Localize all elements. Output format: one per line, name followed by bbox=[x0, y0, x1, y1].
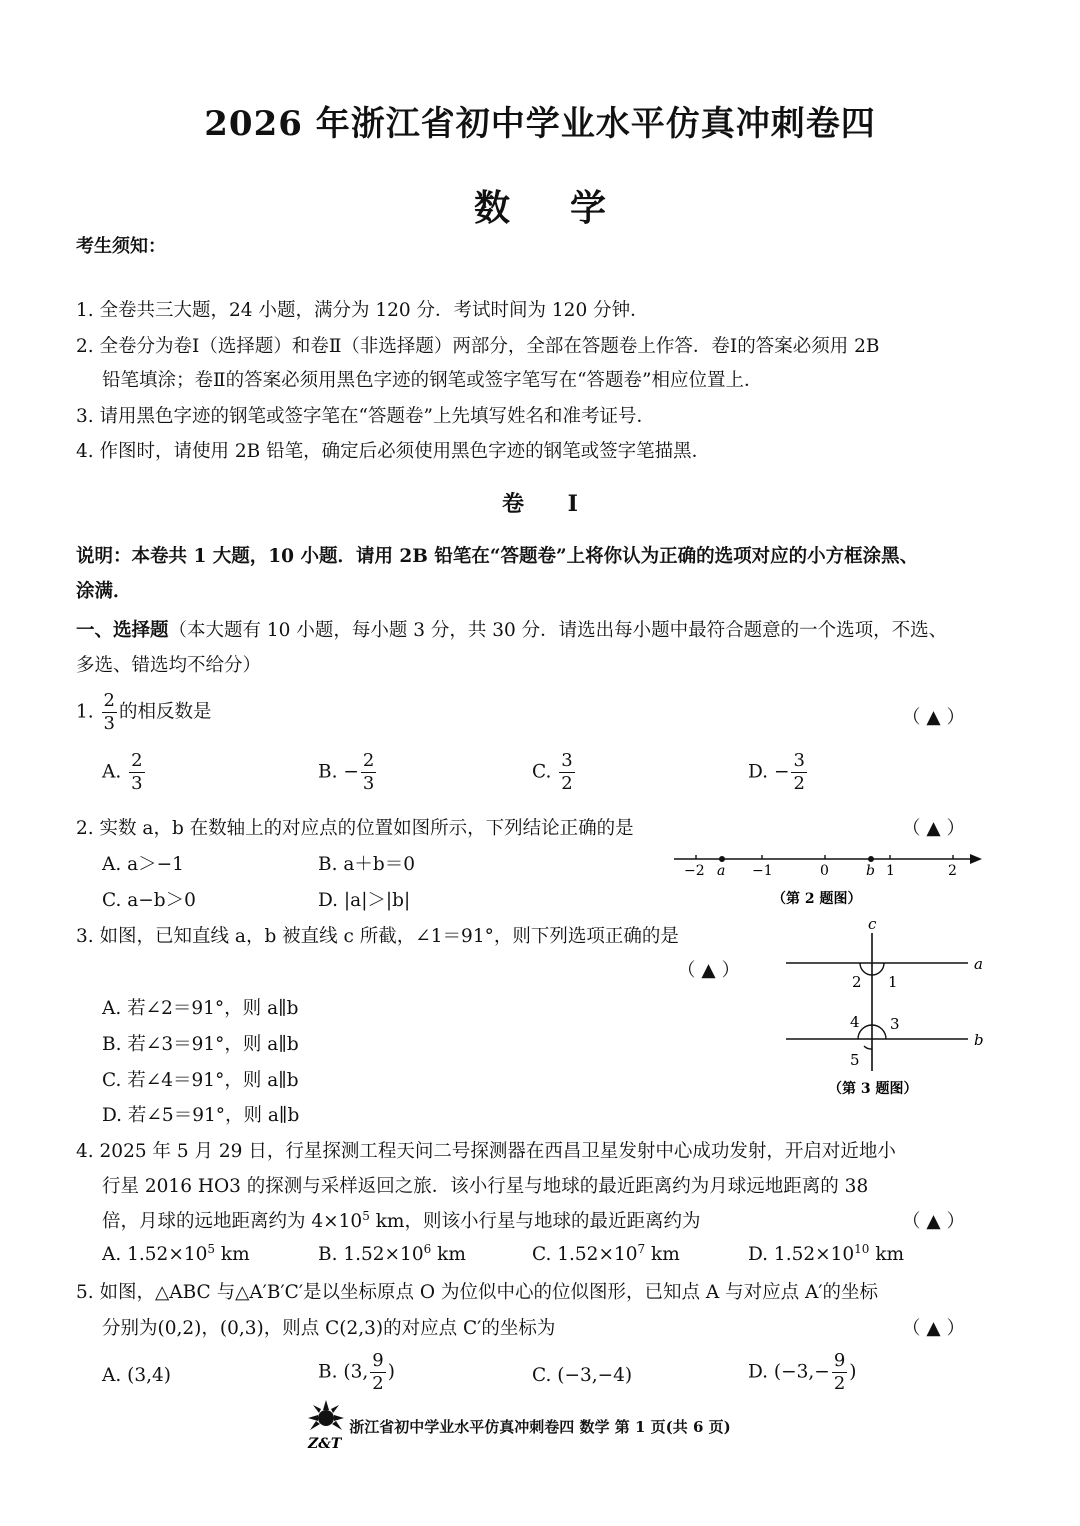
angle-arc-5 bbox=[864, 1046, 872, 1049]
q4-option-b-exp: 6 bbox=[423, 1242, 432, 1256]
q1-option-b-fraction bbox=[361, 752, 376, 793]
q4-option-b-label: B. 1.52×10 bbox=[318, 1244, 424, 1266]
notice-item-1: 1. 全卷共三大题，24 小题，满分为 120 分．考试时间为 120 分钟． bbox=[76, 300, 649, 321]
q4-option-c bbox=[532, 1242, 680, 1265]
q1-option-a-fraction bbox=[129, 752, 144, 793]
q4-option-d-label: D. 1.52×10 bbox=[748, 1244, 855, 1266]
q5-option-b bbox=[318, 1352, 395, 1393]
q1-option-a bbox=[102, 752, 147, 793]
q3-option-a: A. 若∠2＝91°，则 a∥b bbox=[102, 998, 299, 1019]
part-one-title: 一、选择题 bbox=[76, 620, 169, 641]
q3-option-c: C. 若∠4＝91°，则 a∥b bbox=[102, 1070, 299, 1091]
q1-text: 的相反数是 bbox=[119, 701, 212, 723]
tick-label-neg2: −2 bbox=[684, 863, 705, 879]
q1-option-b-label: B. bbox=[318, 761, 338, 783]
q4-line3-b: km，则该小行星与地球的最近距离约为 bbox=[369, 1211, 701, 1232]
tick-label-0: 0 bbox=[820, 863, 829, 879]
label-line-b: b bbox=[974, 1031, 984, 1049]
point-b bbox=[868, 856, 874, 862]
q1-answer-blank: （ ▲ ） bbox=[902, 707, 965, 728]
q4-option-b bbox=[318, 1242, 466, 1265]
q1-option-d-label: D. bbox=[748, 761, 769, 783]
label-angle-4: 4 bbox=[850, 1013, 860, 1031]
page-footer: 浙江省初中学业水平仿真冲刺卷四 数学 第 1 页(共 6 页) bbox=[349, 1418, 731, 1436]
q1-option-b-num: 2 bbox=[362, 750, 375, 771]
label-angle-2: 2 bbox=[852, 973, 862, 991]
q4-option-a-exp: 5 bbox=[207, 1242, 215, 1256]
question-5-line1: 5. 如图，△ABC 与△A′B′C′是以坐标原点 O 为位似中心的位似图形，已知点 A 与对应点 A′的坐标 bbox=[76, 1282, 879, 1303]
notice-item-2-cont: 铅笔填涂；卷Ⅱ的答案必须用黑色字迹的钢笔或签字笔写在“答题卷”相应位置上． bbox=[102, 370, 763, 391]
point-a bbox=[719, 856, 725, 862]
q1-option-c-num: 3 bbox=[561, 750, 573, 771]
part-one-heading bbox=[76, 616, 947, 642]
q4-option-d-unit: km bbox=[869, 1244, 905, 1266]
q1-frac-den: 3 bbox=[103, 713, 115, 734]
number-line-figure bbox=[668, 845, 988, 915]
q1-fraction bbox=[102, 692, 117, 733]
q1-number: 1. bbox=[76, 701, 94, 723]
q5-option-d-den: 2 bbox=[833, 1373, 846, 1394]
question-5-line2: 分别为(0,2)，(0,3)，则点 C(2,3)的对应点 C′的坐标为 bbox=[102, 1318, 556, 1339]
q5-option-a: A. (3,4) bbox=[102, 1365, 171, 1386]
q3-option-d: D. 若∠5＝91°，则 a∥b bbox=[102, 1105, 300, 1126]
number-line-arrow bbox=[970, 854, 982, 864]
q4-option-d-exp: 10 bbox=[854, 1242, 870, 1256]
q2-option-d: D. |a|＞|b| bbox=[318, 890, 411, 911]
notice-item-2: 2. 全卷分为卷Ⅰ（选择题）和卷Ⅱ（非选择题）两部分，全部在答题卷上作答．卷Ⅰ的答案必须用 2B bbox=[76, 336, 880, 357]
label-c: c bbox=[868, 915, 877, 933]
q5-option-d-fraction bbox=[832, 1352, 847, 1393]
q1-option-b-sign: − bbox=[343, 761, 359, 783]
q4-option-a-label: A. 1.52×10 bbox=[102, 1244, 208, 1266]
q1-option-c bbox=[532, 752, 577, 793]
q4-option-c-label: C. 1.52×10 bbox=[532, 1244, 638, 1266]
q4-option-a-unit: km bbox=[215, 1244, 250, 1266]
q4-option-a bbox=[102, 1242, 250, 1265]
q1-option-d-fraction bbox=[791, 752, 806, 793]
notice-item-4: 4. 作图时，请使用 2B 铅笔，确定后必须使用黑色字迹的钢笔或签字笔描黑． bbox=[76, 441, 711, 462]
section-title: 卷 Ⅰ bbox=[502, 491, 596, 517]
section-note: 说明：本卷共 1 大题，10 小题．请用 2B 铅笔在“答题卷”上将你认为正确的选项对应的小方框涂黑、 bbox=[76, 546, 919, 567]
q2-option-c: C. a−b＞0 bbox=[102, 890, 196, 911]
q5-option-b-num: 9 bbox=[372, 1350, 384, 1371]
q1-option-d-sign: − bbox=[773, 761, 790, 783]
q5-option-d-pre: D. (−3,− bbox=[748, 1361, 830, 1383]
q1-option-c-label: C. bbox=[532, 761, 552, 783]
q4-option-c-exp: 7 bbox=[637, 1242, 646, 1256]
question-4-line1: 4. 2025 年 5 月 29 日，行星探测工程天问二号探测器在西昌卫星发射中心成功发射，开启对近地小 bbox=[76, 1141, 896, 1162]
q2-figure-caption: （第 2 题图） bbox=[772, 891, 862, 907]
q3-answer-blank: （ ▲ ） bbox=[677, 960, 740, 981]
label-angle-3: 3 bbox=[890, 1015, 900, 1033]
tick-label-neg1: −1 bbox=[752, 863, 773, 879]
q4-option-b-unit: km bbox=[431, 1244, 466, 1266]
publisher-logo-text: Z&T bbox=[308, 1436, 342, 1452]
q1-option-d-num: 3 bbox=[793, 750, 805, 771]
q5-option-d bbox=[748, 1352, 856, 1393]
q5-answer-blank: （ ▲ ） bbox=[902, 1318, 965, 1339]
question-2: 2. 实数 a，b 在数轴上的对应点的位置如图所示，下列结论正确的是 bbox=[76, 818, 634, 839]
label-line-a: a bbox=[974, 955, 983, 973]
q1-option-c-den: 2 bbox=[561, 773, 573, 794]
q5-option-b-fraction bbox=[370, 1352, 385, 1393]
q1-option-d bbox=[748, 752, 809, 793]
q1-frac-num: 2 bbox=[103, 690, 115, 711]
notice-item-3: 3. 请用黑色字迹的钢笔或签字笔在“答题卷”上先填写姓名和准考证号． bbox=[76, 406, 655, 427]
q1-option-a-label: A. bbox=[102, 761, 122, 783]
q3-option-b: B. 若∠3＝91°，则 a∥b bbox=[102, 1034, 299, 1055]
question-4-line3 bbox=[102, 1207, 700, 1233]
tick-label-1: 1 bbox=[886, 863, 895, 879]
q2-option-a: A. a＞−1 bbox=[102, 854, 184, 875]
label-angle-1: 1 bbox=[888, 973, 898, 991]
q4-option-c-unit: km bbox=[645, 1244, 680, 1266]
q5-option-d-post: ) bbox=[849, 1361, 857, 1383]
q1-option-a-den: 3 bbox=[131, 773, 143, 794]
q5-option-b-pre: B. (3, bbox=[318, 1361, 369, 1383]
q4-line3-exp: 5 bbox=[362, 1208, 370, 1223]
q5-option-c: C. (−3,−4) bbox=[532, 1365, 633, 1386]
q1-option-d-den: 2 bbox=[793, 773, 805, 794]
label-b: b bbox=[866, 863, 875, 879]
exam-title: 2026 年浙江省初中学业水平仿真冲刺卷四 bbox=[204, 104, 876, 144]
section-note-cont: 涂满． bbox=[76, 581, 132, 602]
question-4-line2: 行星 2016 HO3 的探测与采样返回之旅．该小行星与地球的最近距离约为月球远地距离的 38 bbox=[102, 1176, 869, 1197]
q4-answer-blank: （ ▲ ） bbox=[902, 1211, 965, 1232]
question-3: 3. 如图，已知直线 a，b 被直线 c 所截，∠1＝91°，则下列选项正确的是 bbox=[76, 926, 679, 947]
q5-option-b-den: 2 bbox=[372, 1373, 384, 1394]
part-one-desc: （本大题有 10 小题，每小题 3 分，共 30 分．请选出每小题中最符合题意的一个选项，不选、 bbox=[168, 620, 948, 641]
transversal-figure bbox=[780, 915, 1000, 1105]
q2-option-b: B. a＋b＝0 bbox=[318, 854, 415, 875]
q1-option-b-den: 3 bbox=[362, 773, 375, 794]
q1-option-b bbox=[318, 752, 378, 793]
tick-label-2: 2 bbox=[948, 863, 957, 879]
q1-option-a-num: 2 bbox=[131, 750, 143, 771]
label-angle-5: 5 bbox=[850, 1051, 860, 1069]
q2-answer-blank: （ ▲ ） bbox=[902, 818, 965, 839]
q5-option-d-num: 9 bbox=[833, 1350, 846, 1371]
question-1 bbox=[76, 692, 212, 733]
notice-heading: 考生须知： bbox=[76, 236, 166, 257]
q5-option-b-post: ) bbox=[387, 1361, 395, 1383]
part-one-desc-cont: 多选、错选均不给分） bbox=[76, 655, 262, 676]
q3-figure-caption: （第 3 题图） bbox=[828, 1081, 918, 1097]
q4-option-d bbox=[748, 1242, 904, 1265]
label-a: a bbox=[717, 863, 726, 879]
subject-title: 数学 bbox=[473, 187, 666, 229]
q4-line3-a: 倍，月球的远地距离约为 4×10 bbox=[102, 1211, 363, 1232]
q1-option-c-fraction bbox=[559, 752, 574, 793]
